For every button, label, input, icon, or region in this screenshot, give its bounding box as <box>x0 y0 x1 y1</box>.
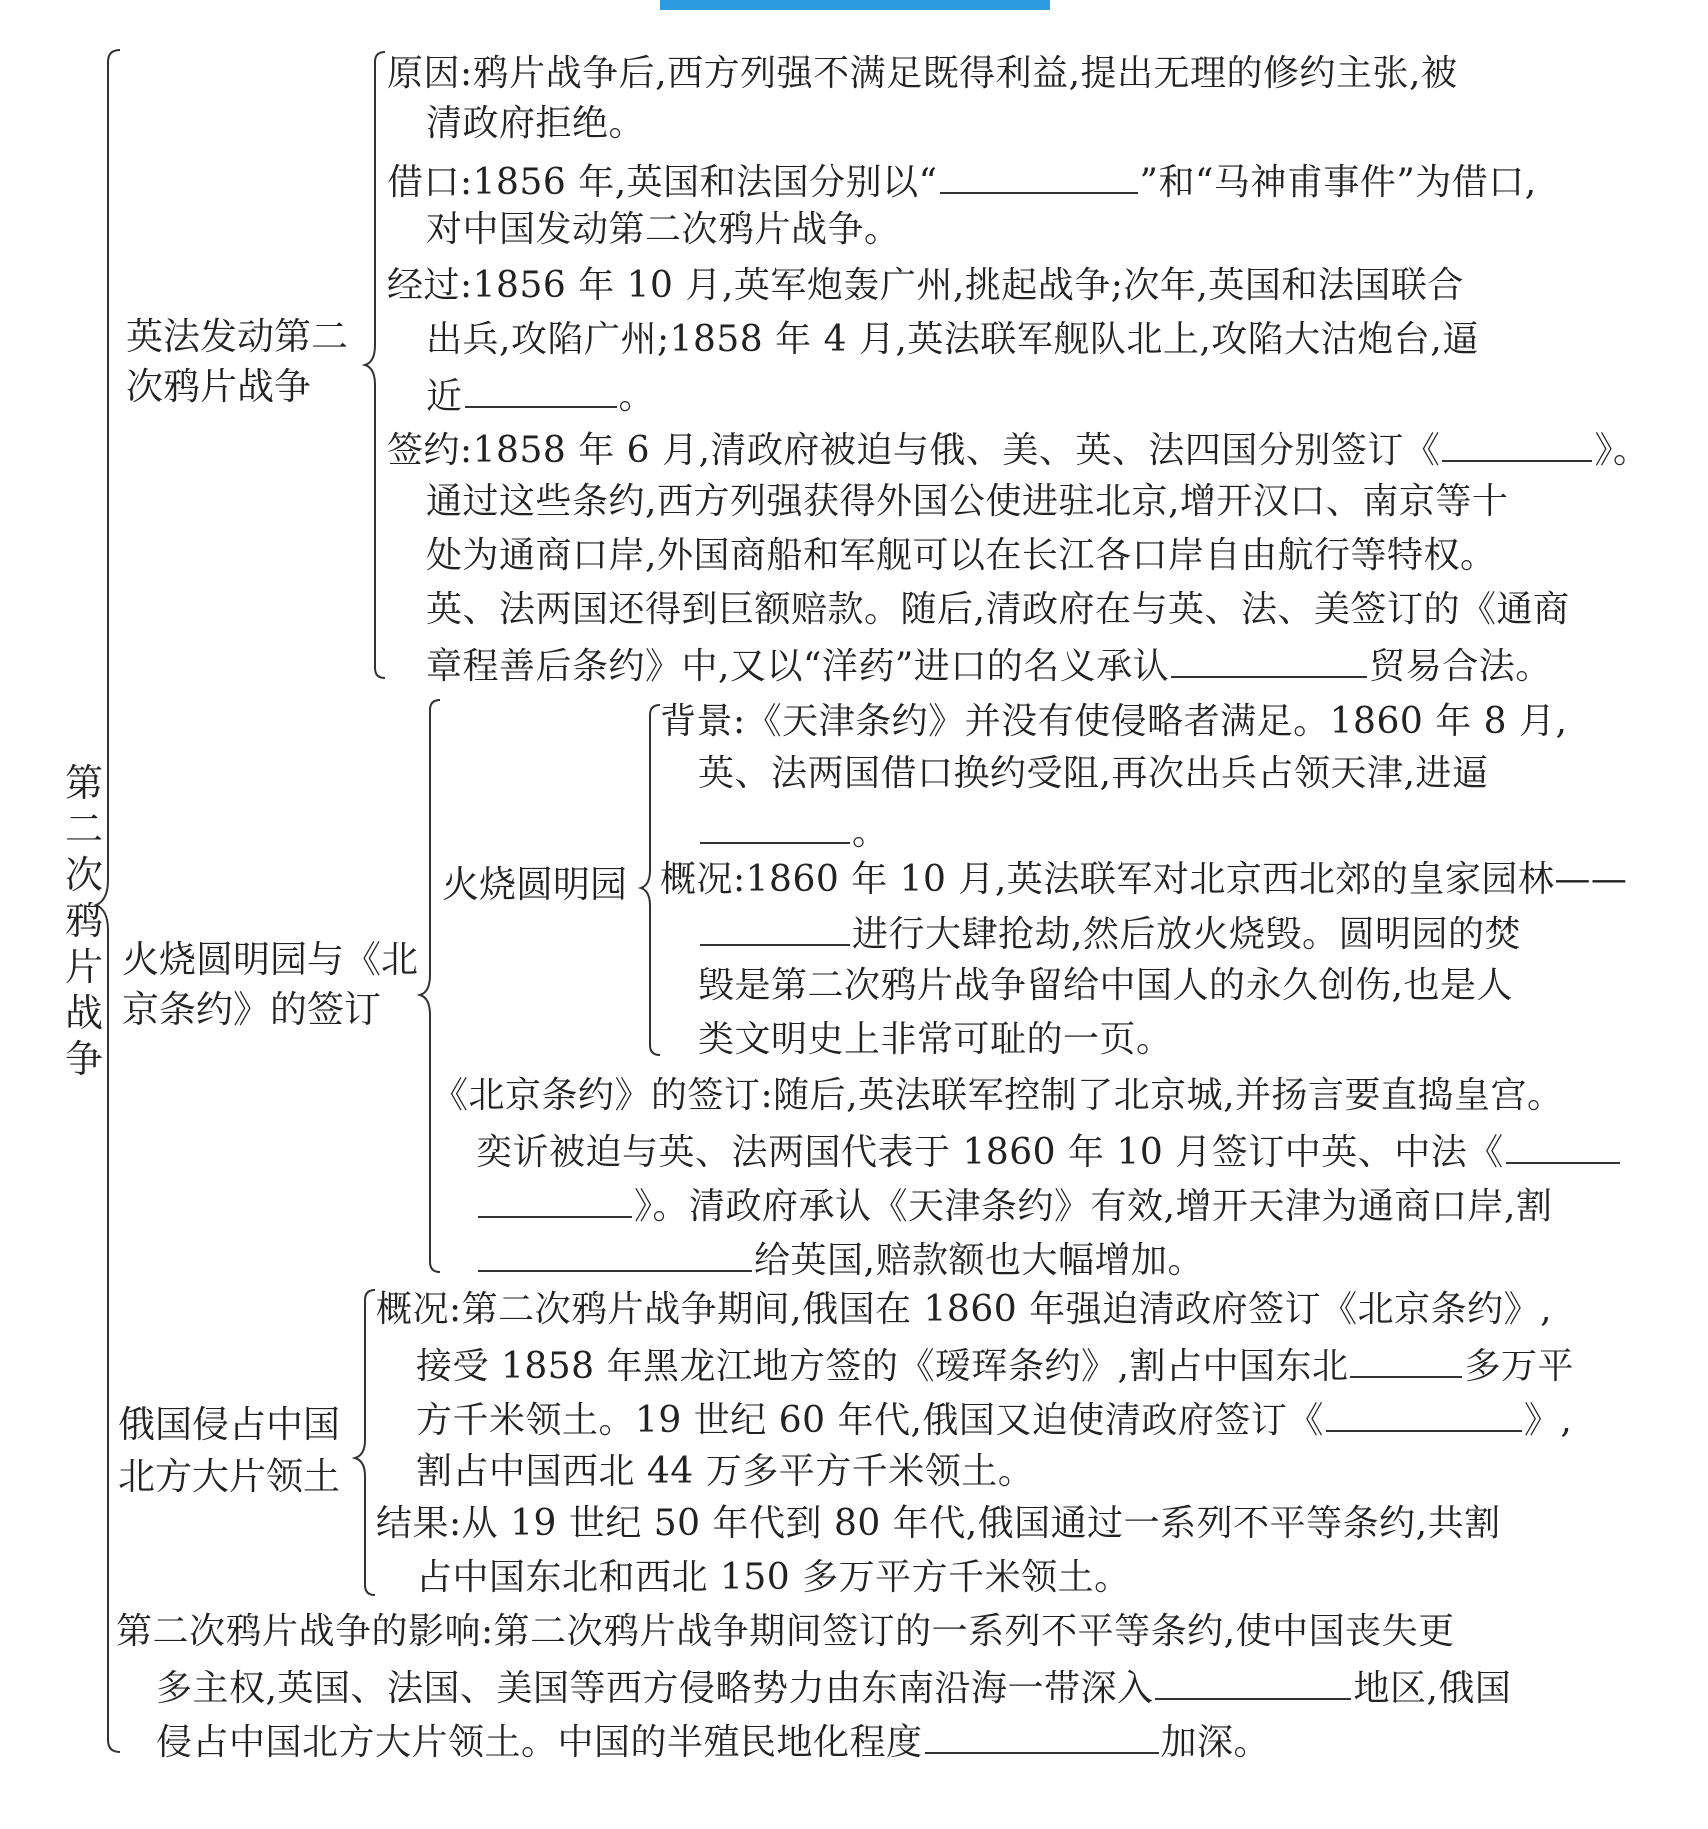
sign-text-b: 》。 <box>1594 430 1650 471</box>
sec3-res-1: 结果:从 19 世纪 50 年代到 80 年代,俄国通过一系列不平等条约,共割 <box>376 1503 1501 1544</box>
sign5-text-a: 章程善后条约》中,又以“洋药”进口的名义承认 <box>426 646 1170 687</box>
sec2-ov-2 <box>698 910 1521 957</box>
title-char: 次 <box>64 853 103 897</box>
sec2-label-1: 火烧圆明园与《北 <box>122 938 418 981</box>
sec2-ov-4: 类文明史上非常可耻的一页。 <box>698 1019 1173 1060</box>
sec2-treaty-3 <box>476 1182 1552 1229</box>
sec3-ov-4: 割占中国西北 44 万多平方千米领土。 <box>416 1451 1035 1492</box>
sec1-reason-1: 原因:鸦片战争后,西方列强不满足既得利益,提出无理的修约主张,被 <box>387 53 1458 94</box>
blank-beijing-treaty-b[interactable] <box>478 1182 632 1218</box>
sec2-bg-3 <box>698 808 889 855</box>
blank-kowloon[interactable] <box>478 1236 752 1272</box>
impact3-text-b: 加深。 <box>1160 1722 1271 1763</box>
course-text-b: 。 <box>618 376 656 417</box>
title-char: 第 <box>64 761 103 805</box>
bg3-text: 。 <box>852 812 889 853</box>
excuse-text-a: 借口:1856 年,英国和法国分别以“ <box>387 162 938 203</box>
sec1-course-2: 出兵,攻陷广州;1858 年 4 月,英法联军舰队北上,攻陷大沽炮台,逼 <box>426 319 1479 360</box>
excuse-text-b: ”和“马神甫事件”为借口, <box>1139 162 1537 203</box>
sec2-label-2: 京条约》的签订 <box>122 988 381 1031</box>
sec1-label-1: 英法发动第二 <box>126 315 348 358</box>
sec2-bg-2: 英、法两国借口换约受阻,再次出兵占领天津,进逼 <box>698 753 1489 794</box>
ov2-text: 进行大肆抢劫,然后放火烧毁。圆明园的焚 <box>852 914 1521 955</box>
sec2-treaty-1: 《北京条约》的签订:随后,英法联军控制了北京城,并扬言要直捣皇宫。 <box>432 1075 1564 1116</box>
title-char: 争 <box>64 1037 103 1081</box>
sec1-sign-1 <box>387 426 1649 473</box>
impact2-text-a: 多主权,英国、法国、美国等西方侵略势力由东南沿海一带深入 <box>156 1668 1154 1709</box>
blank-beijing-treaty-a[interactable] <box>1506 1128 1620 1164</box>
blank-tianjin[interactable] <box>1442 426 1592 462</box>
sec1-reason-2: 清政府拒绝。 <box>426 103 646 144</box>
blank-opium[interactable] <box>1171 642 1367 678</box>
s3ov3-text-b: 》, <box>1523 1400 1573 1441</box>
blank-garden[interactable] <box>700 910 850 946</box>
impact2-text-b: 地区,俄国 <box>1353 1668 1512 1709</box>
s3ov2-text-a: 接受 1858 年黑龙江地方签的《瑷珲条约》,割占中国东北 <box>416 1346 1349 1387</box>
sec3-res-2: 占中国东北和西北 150 多万平方千米领土。 <box>416 1557 1131 1598</box>
sign-text-a: 签约:1858 年 6 月,清政府被迫与俄、美、英、法四国分别签订《 <box>387 430 1441 471</box>
treaty4-text: 给英国,赔款额也大幅增加。 <box>754 1240 1204 1281</box>
sec1-excuse-1 <box>387 158 1537 205</box>
sec2-treaty-2 <box>476 1128 1622 1175</box>
sec2-sub-label: 火烧圆明园 <box>442 863 627 906</box>
sec1-sign-5 <box>426 642 1552 689</box>
sec2-ov-3: 毁是第二次鸦片战争留给中国人的永久创伤,也是人 <box>698 965 1513 1006</box>
sec2-brace <box>420 700 440 1272</box>
treaty2-text: 奕䜣被迫与英、法两国代表于 1860 年 10 月签订中英、中法《 <box>476 1132 1504 1173</box>
blank-nw-treaty[interactable] <box>1326 1396 1522 1432</box>
main-title <box>62 760 106 1082</box>
impact3-text-a: 侵占中国北方大片领土。中国的半殖民地化程度 <box>156 1722 923 1763</box>
blank-beijing[interactable] <box>465 372 617 408</box>
impact-3 <box>156 1718 1270 1765</box>
sec1-excuse-2: 对中国发动第二次鸦片战争。 <box>426 209 901 250</box>
sec3-brace <box>355 1290 375 1595</box>
sec3-ov-1: 概况:第二次鸦片战争期间,俄国在 1860 年强迫清政府签订《北京条约》, <box>376 1289 1553 1330</box>
blank-further[interactable] <box>925 1718 1159 1754</box>
sign5-text-b: 贸易合法。 <box>1369 646 1552 687</box>
s3ov3-text-a: 方千米领土。19 世纪 60 年代,俄国又迫使清政府签订《 <box>416 1400 1324 1441</box>
blank-ne-area[interactable] <box>1350 1342 1462 1378</box>
sec1-label-2: 次鸦片战争 <box>126 365 311 408</box>
s3ov2-text-b: 多万平 <box>1464 1346 1574 1387</box>
sec3-ov-2 <box>416 1342 1574 1389</box>
impact-2 <box>156 1664 1511 1711</box>
sec3-ov-3 <box>416 1396 1572 1443</box>
blank-inland[interactable] <box>1155 1664 1351 1700</box>
sec1-course-3 <box>426 372 655 419</box>
blank-excuse[interactable] <box>940 158 1138 194</box>
sec2-ov-1: 概况:1860 年 10 月,英法联军对北京西北郊的皇家园林—— <box>660 859 1628 900</box>
title-char: 战 <box>64 991 103 1035</box>
title-char: 鸦 <box>64 899 103 943</box>
title-char: 片 <box>64 945 103 989</box>
sec3-label-1: 俄国侵占中国 <box>118 1403 340 1446</box>
sec2-bg-1: 背景:《天津条约》并没有使侵略者满足。1860 年 8 月, <box>660 701 1568 742</box>
sec1-course-1: 经过:1856 年 10 月,英军炮轰广州,挑起战争;次年,英国和法国联合 <box>387 265 1464 306</box>
sec1-brace <box>365 52 385 678</box>
impact-1: 第二次鸦片战争的影响:第二次鸦片战争期间签订的一系列不平等条约,使中国丧失更 <box>116 1611 1455 1652</box>
sec2-treaty-4 <box>476 1236 1204 1283</box>
sec3-label-2: 北方大片领土 <box>118 1455 340 1498</box>
sec1-sign-2: 通过这些条约,西方列强获得外国公使进驻北京,增开汉口、南京等十 <box>426 481 1509 522</box>
sec1-sign-4: 英、法两国还得到巨额赔款。随后,清政府在与英、法、美签订的《通商 <box>426 589 1570 630</box>
sub-brace <box>641 705 660 1055</box>
title-char: 二 <box>64 807 103 851</box>
sec1-sign-3: 处为通商口岸,外国商船和军舰可以在长江各口岸自由航行等特权。 <box>426 535 1497 576</box>
blank-bg-city[interactable] <box>700 808 850 844</box>
treaty3-text: 》。清政府承认《天津条约》有效,增开天津为通商口岸,割 <box>634 1186 1553 1227</box>
course-text-a: 近 <box>426 376 463 417</box>
